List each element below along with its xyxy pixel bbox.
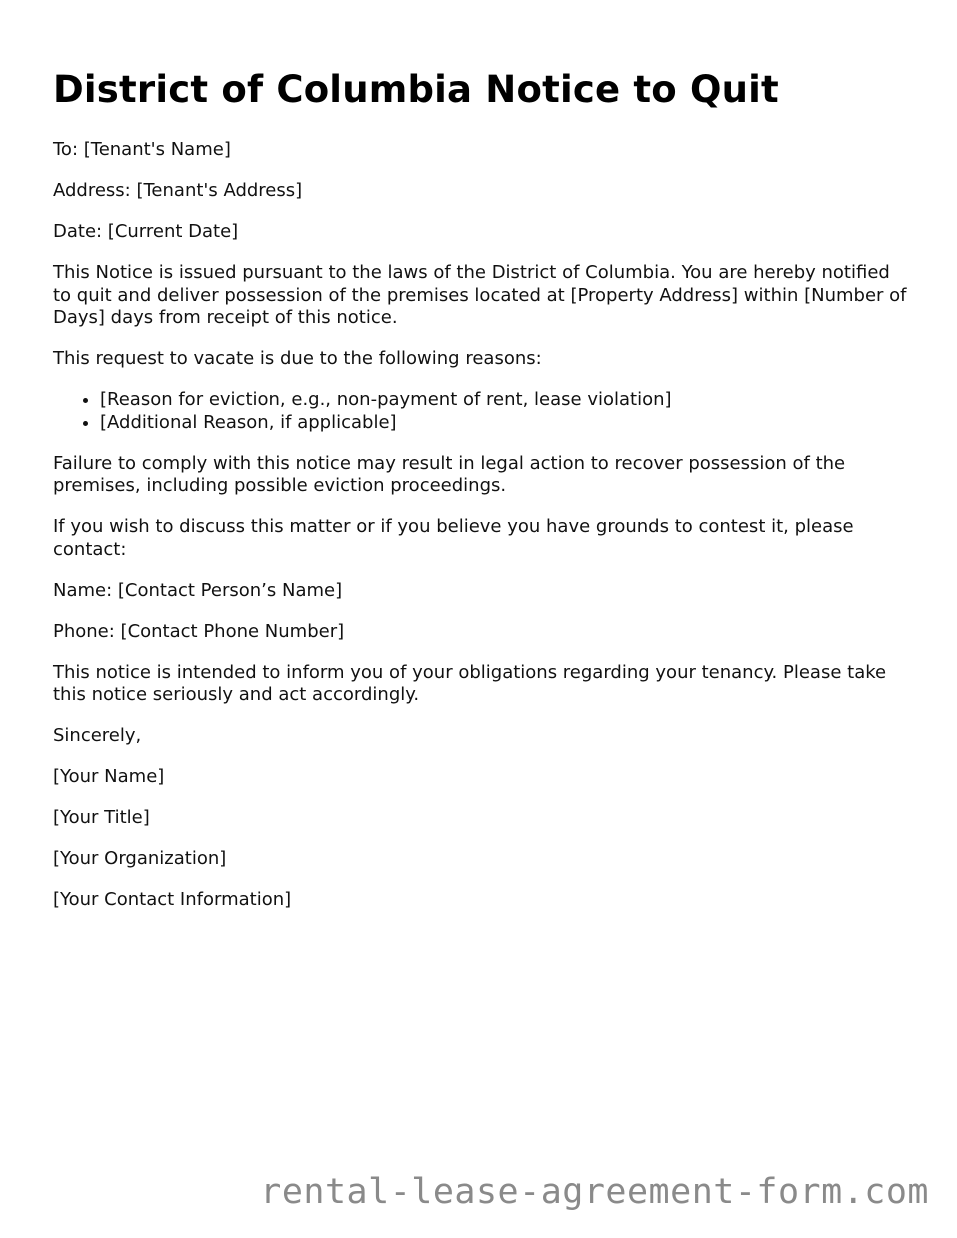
intro-paragraph: This Notice is issued pursuant to the laws of the District of Columbia. You are hereby notified to quit and deliver possession of the premises located at [Property Address] within [Number of Days] days from receipt of this notice. bbox=[53, 262, 907, 328]
contact-phone-line: Phone: [Contact Phone Number] bbox=[53, 620, 345, 642]
reason-item: • [Additional Reason, if applicable] bbox=[100, 412, 909, 435]
notice-document bbox=[53, 0, 909, 912]
signature-organization: [Your Organization] bbox=[53, 848, 227, 869]
signature-contact: [Your Contact Information] bbox=[53, 889, 292, 910]
closing-paragraph: This notice is intended to inform you of your obligations regarding your tenancy. Please take this notice seriously and act accordingly. bbox=[53, 661, 887, 705]
contact-intro: If you wish to discuss this matter or if you believe you have grounds to contest it, please contact: bbox=[53, 516, 854, 560]
sign-off: Sincerely, bbox=[53, 725, 142, 746]
site-watermark: rental-lease-agreement-form.com bbox=[260, 1172, 929, 1212]
recipient-address-line: Address: [Tenant's Address] bbox=[53, 180, 303, 201]
reasons-list bbox=[53, 389, 909, 434]
signature-title: [Your Title] bbox=[53, 807, 150, 828]
notice-date-line: Date: [Current Date] bbox=[53, 221, 239, 242]
signature-name: [Your Name] bbox=[53, 766, 165, 787]
reason-item: • [Reason for eviction, e.g., non-payment of rent, lease violation] bbox=[100, 389, 909, 412]
failure-paragraph: Failure to comply with this notice may result in legal action to recover possession of the premises, including possible eviction proceedings. bbox=[53, 452, 846, 496]
recipient-name-line: To: [Tenant's Name] bbox=[53, 139, 231, 160]
reasons-intro: This request to vacate is due to the following reasons: bbox=[53, 348, 542, 369]
contact-name-line: Name: [Contact Person’s Name] bbox=[53, 579, 343, 601]
document-title: District of Columbia Notice to Quit bbox=[53, 68, 779, 111]
